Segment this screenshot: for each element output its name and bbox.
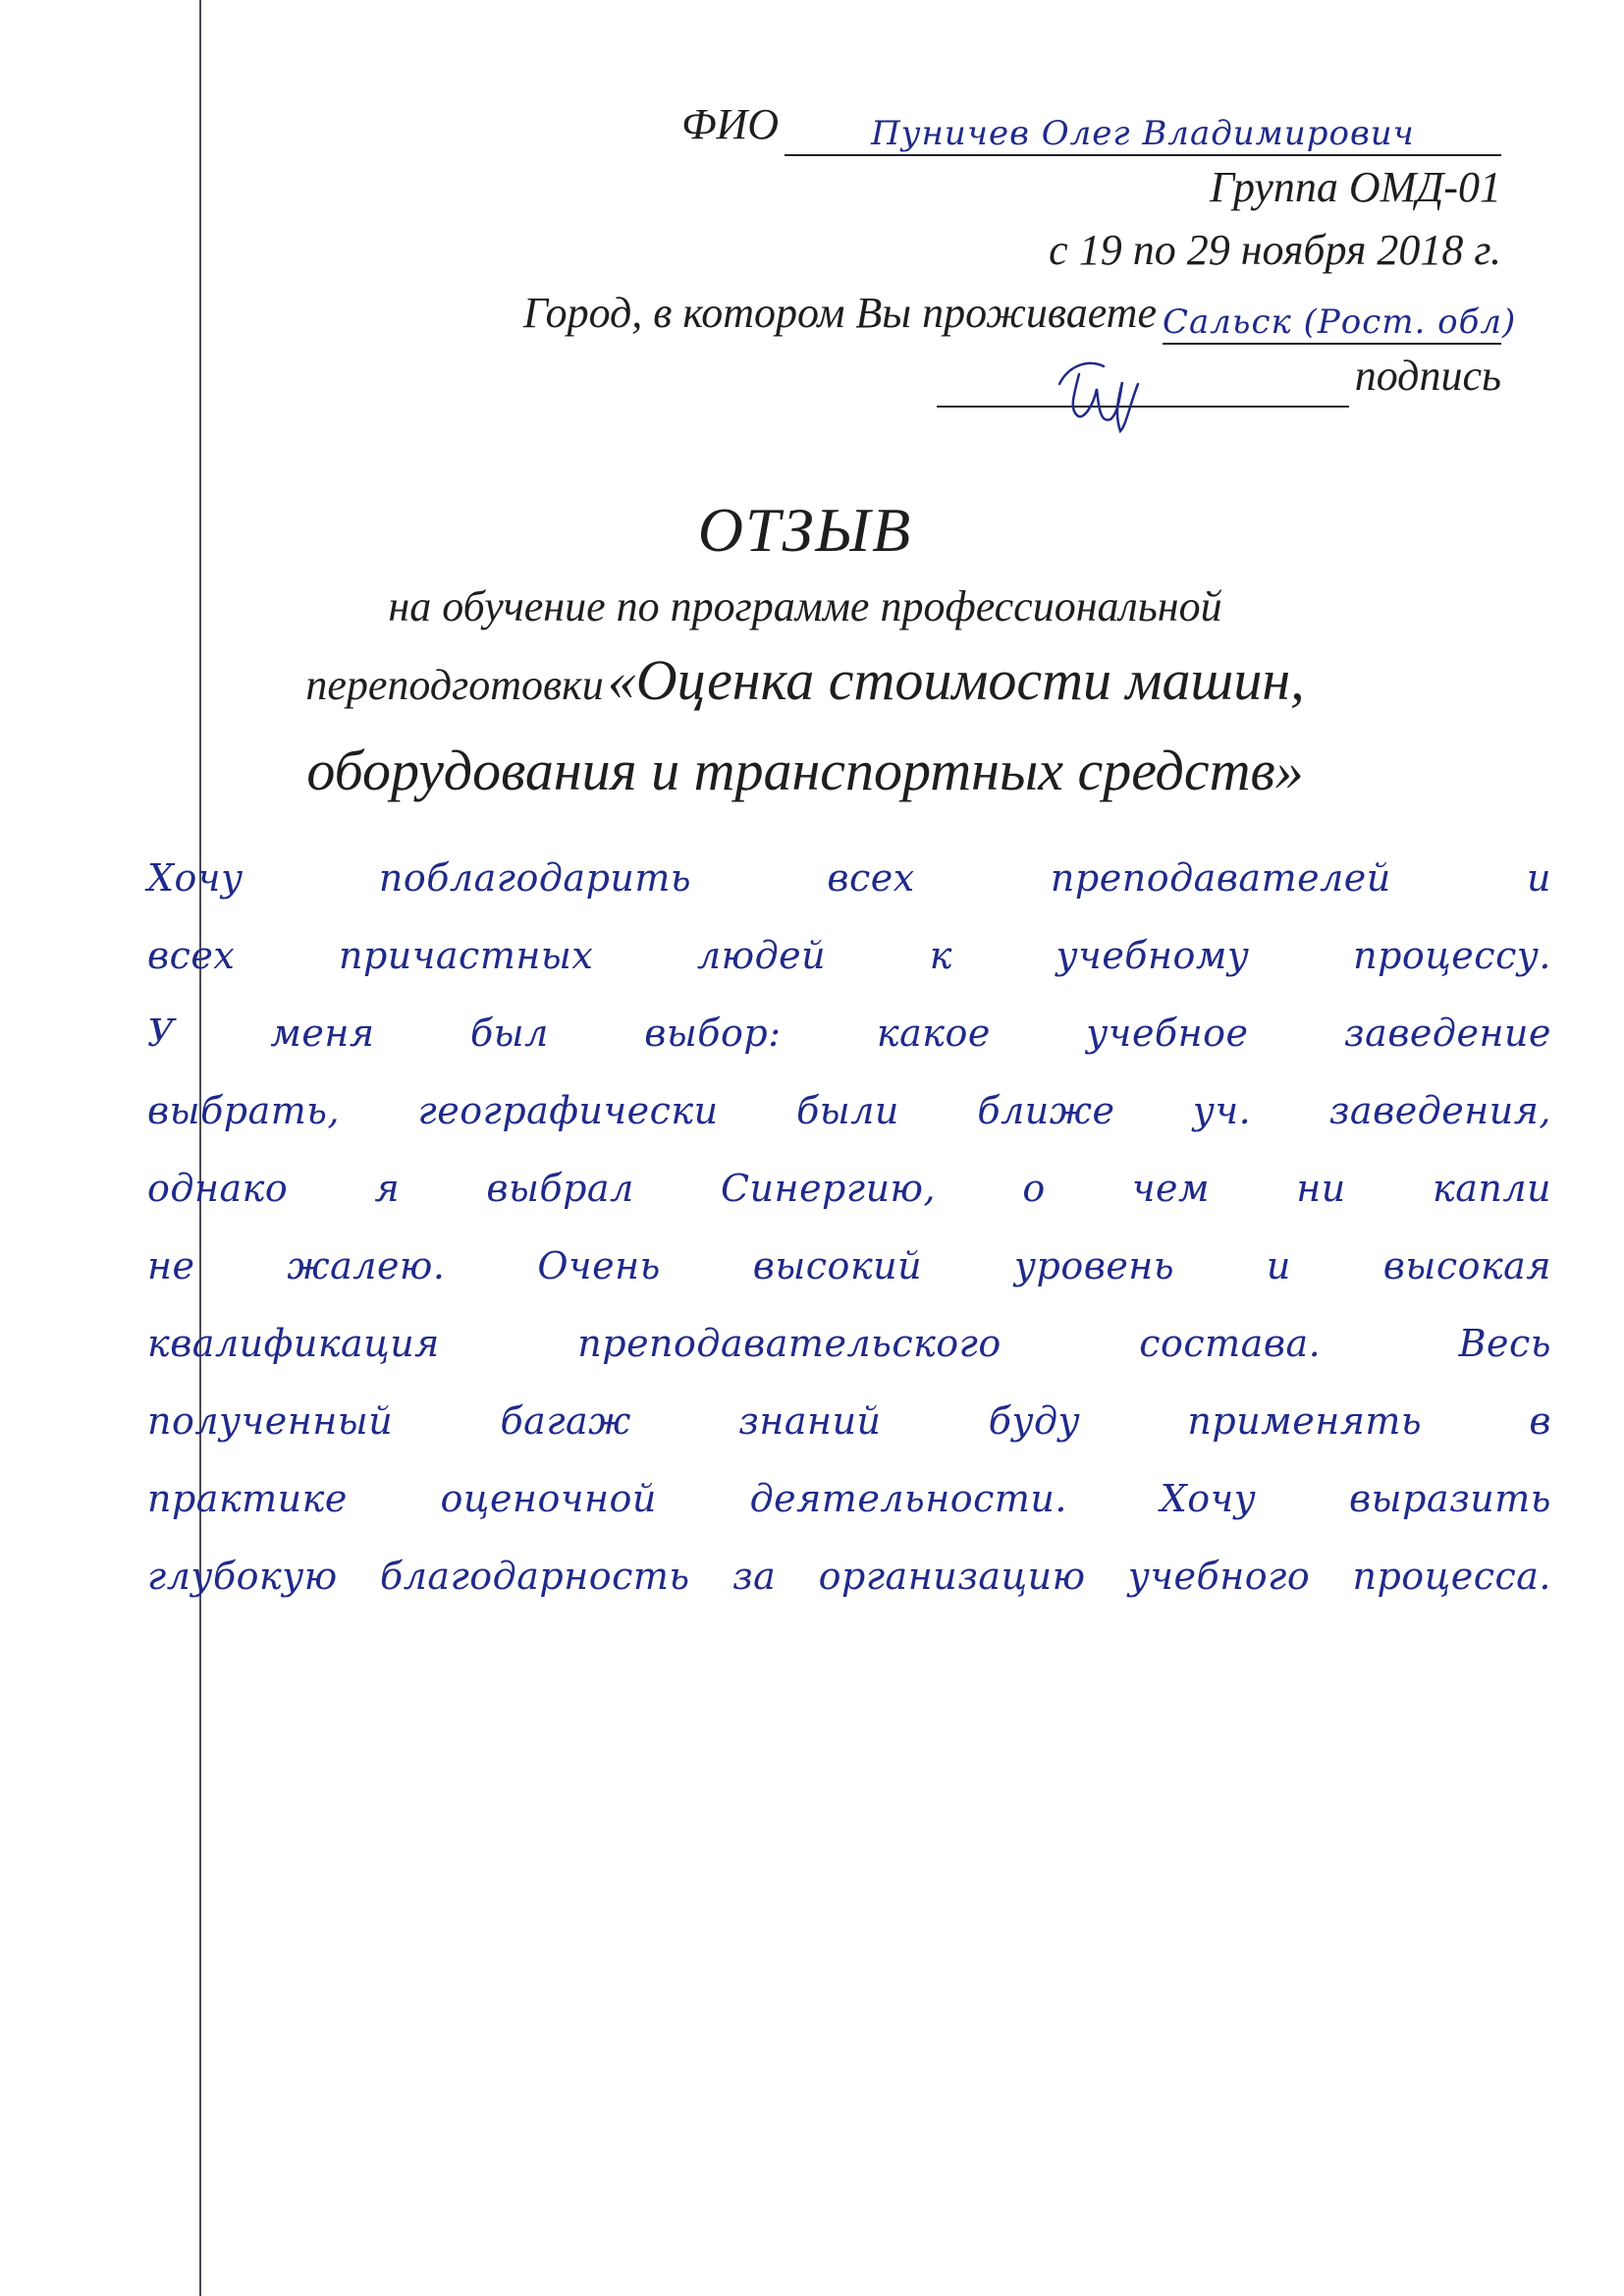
dates-text: с 19 по 29 ноября 2018 г. xyxy=(1049,226,1501,274)
subtitle-line-1: на обучение по программе профессиональной xyxy=(388,582,1222,630)
fio-line xyxy=(421,93,1501,156)
review-line: квалификация преподавательского состава. Весь xyxy=(147,1322,1551,1365)
group-text: Группа ОМД-01 xyxy=(1210,163,1501,211)
subtitle-prefix: переподготовки xyxy=(305,661,604,709)
fio-field xyxy=(785,115,1501,156)
title-block xyxy=(167,491,1443,810)
fio-label: ФИО xyxy=(681,100,779,148)
city-label: Город, в котором Вы проживаете xyxy=(522,289,1157,337)
dates-line xyxy=(421,219,1501,282)
group-line xyxy=(421,156,1501,219)
review-line: выбрать, географически были ближе уч. заведения, xyxy=(147,1089,1551,1132)
review-line: глубокую благодарность за организацию учебного процесса. xyxy=(147,1555,1551,1598)
review-line: не жалею. Очень высокий уровень и высокая xyxy=(147,1244,1551,1287)
signature-label: подпись xyxy=(1354,352,1501,400)
fio-value: Пуничев Олег Владимирович xyxy=(871,114,1415,153)
review-line: Хочу поблагодарить всех преподавателей и xyxy=(147,856,1551,900)
program-name-part-1: «Оценка стоимости машин, xyxy=(607,648,1305,712)
review-line: практике оценочной деятельности. Хочу выразить xyxy=(147,1477,1551,1520)
review-text xyxy=(147,840,1551,1615)
review-line: У меня был выбор: какое учебное заведение xyxy=(147,1011,1551,1055)
city-value: Сальск (Рост. обл) xyxy=(1163,302,1517,342)
review-line: однако я выбрал Синергию, о чем ни капли xyxy=(147,1167,1551,1210)
review-line: полученный багаж знаний буду применять в xyxy=(147,1399,1551,1443)
subtitle-line-2 xyxy=(167,644,1443,732)
document-title: ОТЗЫВ xyxy=(697,495,913,565)
city-field xyxy=(1163,302,1517,345)
city-line xyxy=(421,282,1517,345)
signature-field xyxy=(937,366,1349,408)
header-block xyxy=(421,93,1517,408)
program-name-part-2: оборудования и транспортных средств» xyxy=(306,738,1304,802)
signature-mark xyxy=(1050,355,1158,433)
review-line: всех причастных людей к учебному процессу. xyxy=(147,934,1551,977)
signature-line xyxy=(421,345,1501,408)
